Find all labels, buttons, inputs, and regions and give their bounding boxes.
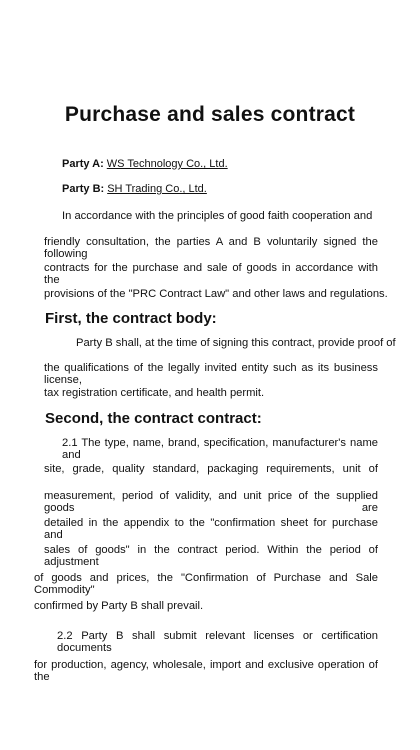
section-2-line: measurement, period of validity, and unit price of the supplied goods are <box>44 490 378 514</box>
section-2-line: sales of goods" in the contract period. Within the period of adjustment <box>44 544 378 568</box>
party-a-label: Party A: <box>62 158 104 170</box>
section-1-line: the qualifications of the legally invited entity such as its business license, <box>44 362 378 386</box>
section-2-line: of goods and prices, the "Confirmation of Purchase and Sale Commodity" <box>34 572 378 596</box>
party-b-label: Party B: <box>62 183 105 195</box>
section-2-line: detailed in the appendix to the "confirmation sheet for purchase and <box>44 517 378 541</box>
section-1-line: Party B shall, at the time of signing this contract, provide proof of <box>76 337 396 349</box>
section-2-heading: Second, the contract contract: <box>45 410 262 427</box>
party-a-line <box>62 158 228 170</box>
section-1-line: tax registration certificate, and health permit. <box>44 387 265 399</box>
intro-line: In accordance with the principles of good faith cooperation and <box>62 210 373 222</box>
section-1-heading: First, the contract body: <box>45 310 217 327</box>
party-b-value: SH Trading Co., Ltd. <box>107 183 207 195</box>
section-2-line: 2.2 Party B shall submit relevant licenses or certification documents <box>57 630 378 654</box>
party-a-value: WS Technology Co., Ltd. <box>106 158 228 170</box>
section-2-line: site, grade, quality standard, packaging requirements, unit of <box>44 463 378 475</box>
section-2-line: for production, agency, wholesale, import and exclusive operation of the <box>34 659 378 683</box>
intro-line: contracts for the purchase and sale of goods in accordance with the <box>44 262 378 286</box>
intro-line: provisions of the "PRC Contract Law" and other laws and regulations. <box>44 288 388 300</box>
document-title: Purchase and sales contract <box>64 103 356 126</box>
intro-line: friendly consultation, the parties A and B voluntarily signed the following <box>44 236 378 260</box>
section-2-line: confirmed by Party B shall prevail. <box>34 600 204 612</box>
party-b-line <box>62 183 207 195</box>
section-2-line: 2.1 The type, name, brand, specification, manufacturer's name and <box>62 437 378 461</box>
